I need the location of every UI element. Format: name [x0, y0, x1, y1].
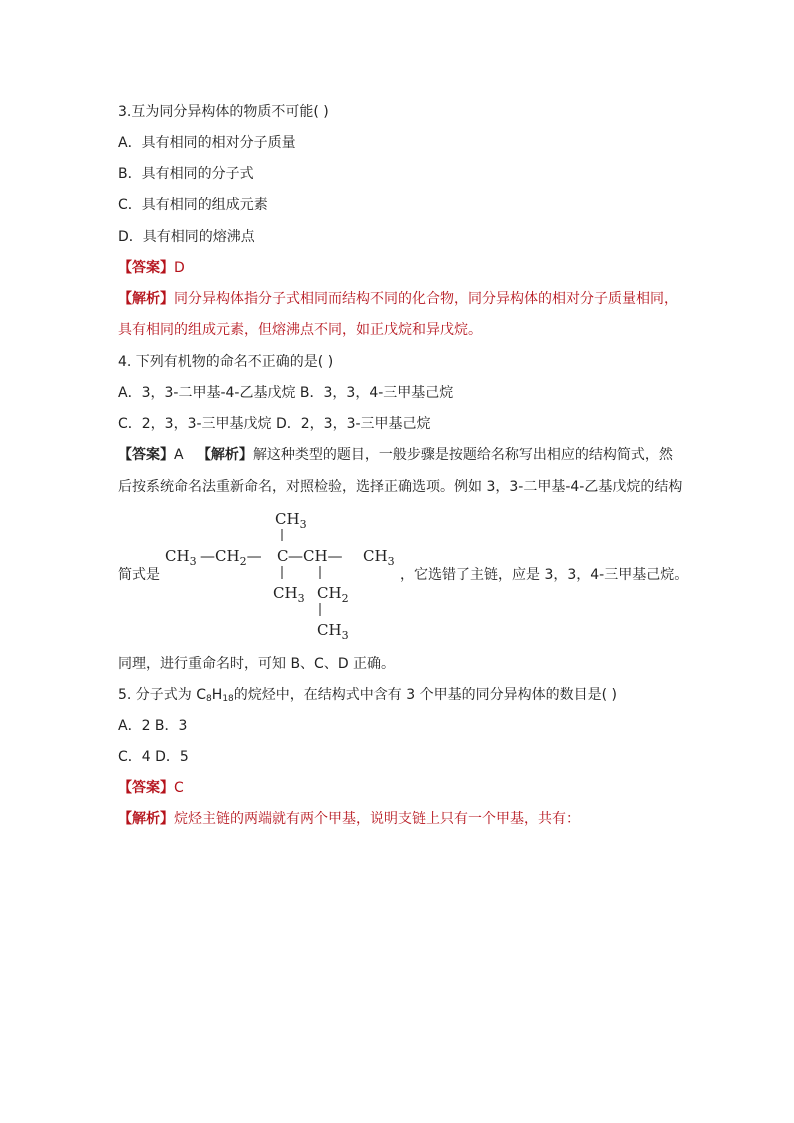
below-ch-ethyl: $CH_2$ [317, 584, 349, 605]
q3-option-d: D．具有相同的熔沸点 [118, 229, 255, 245]
answer-tag: 【答案】 [118, 447, 174, 463]
q4-options-row1: A．3，3-二甲基-4-乙基戊烷 B．3，3，4-三甲基己烷 [118, 385, 454, 401]
q5-stem-before: 5. 分子式为 C [118, 687, 207, 703]
q3-analysis-2: 具有相同的组成元素，但熔沸点不同，如正戊烷和异戊烷。 [118, 322, 482, 338]
q4-analysis-2: 后按系统命名法重新命名，对照检验，选择正确选项。例如 3，3-二甲基-4-乙基戊烷的结构 [118, 479, 683, 495]
below-c-methyl: $CH_3$ [273, 584, 305, 605]
q5-stem [118, 685, 617, 705]
bottom-methyl: $CH_3$ [317, 621, 349, 642]
q4-conclusion: 同理，进行重命名时，可知 B、C、D 正确。 [118, 656, 396, 672]
main-chain-ch3-left: $CH_3$ [165, 547, 197, 568]
analysis-text: 同分异构体指分子式相同而结构不同的化合物，同分异构体的相对分子质量相同， [174, 291, 678, 307]
main-chain-ch3-right: $CH_3$ [363, 547, 395, 568]
answer-value: A [174, 447, 184, 463]
answer-value: D [174, 260, 185, 276]
q5-answer [118, 778, 184, 798]
subscript-8: 8 [206, 694, 212, 704]
analysis-text: 解这种类型的题目，一般步骤是按题给名称写出相应的结构简式，然 [252, 447, 673, 463]
q4-answer-analysis [118, 445, 673, 465]
answer-tag: 【答案】 [118, 780, 174, 796]
formula-prefix: 简式是 [118, 567, 160, 583]
q4-options-row2: C．2，3，3-三甲基戊烷 D．2，3，3-三甲基己烷 [118, 416, 431, 432]
structural-formula [160, 505, 405, 645]
subscript-18: 18 [222, 694, 234, 704]
q3-stem: 3.互为同分异构体的物质不可能( ) [118, 104, 329, 120]
hydrogen-symbol: H [211, 687, 223, 703]
q5-options-row2: C．4 D．5 [118, 749, 189, 765]
answer-value: C [174, 780, 184, 796]
answer-tag: 【答案】 [118, 260, 174, 276]
main-chain-c: C [277, 547, 289, 565]
analysis-tag: 【解析】 [196, 447, 253, 463]
analysis-tag: 【解析】 [118, 811, 174, 827]
analysis-text: 烷烃主链的两端就有两个甲基，说明支链上只有一个甲基，共有： [174, 811, 580, 827]
q3-option-a: A．具有相同的相对分子质量 [118, 135, 296, 151]
q5-stem-after: 的烷烃中，在结构式中含有 3 个甲基的同分异构体的数目是( ) [233, 687, 617, 703]
q5-options-row1: A．2 B．3 [118, 718, 188, 734]
q3-analysis-1 [118, 289, 678, 309]
q4-stem: 4. 下列有机物的命名不正确的是( ) [118, 354, 334, 370]
q3-answer [118, 258, 185, 278]
top-methyl: $CH_3$ [275, 510, 307, 531]
q3-option-c: C．具有相同的组成元素 [118, 197, 268, 213]
q5-analysis-1 [118, 809, 580, 829]
main-chain-ch: —CH— [288, 547, 343, 565]
main-chain-ch2: $—CH_2—$ [200, 547, 262, 568]
analysis-tag: 【解析】 [118, 291, 174, 307]
q3-option-b: B．具有相同的分子式 [118, 166, 254, 182]
formula-suffix: ，它选错了主链，应是 3，3，4-三甲基己烷。 [400, 567, 689, 583]
